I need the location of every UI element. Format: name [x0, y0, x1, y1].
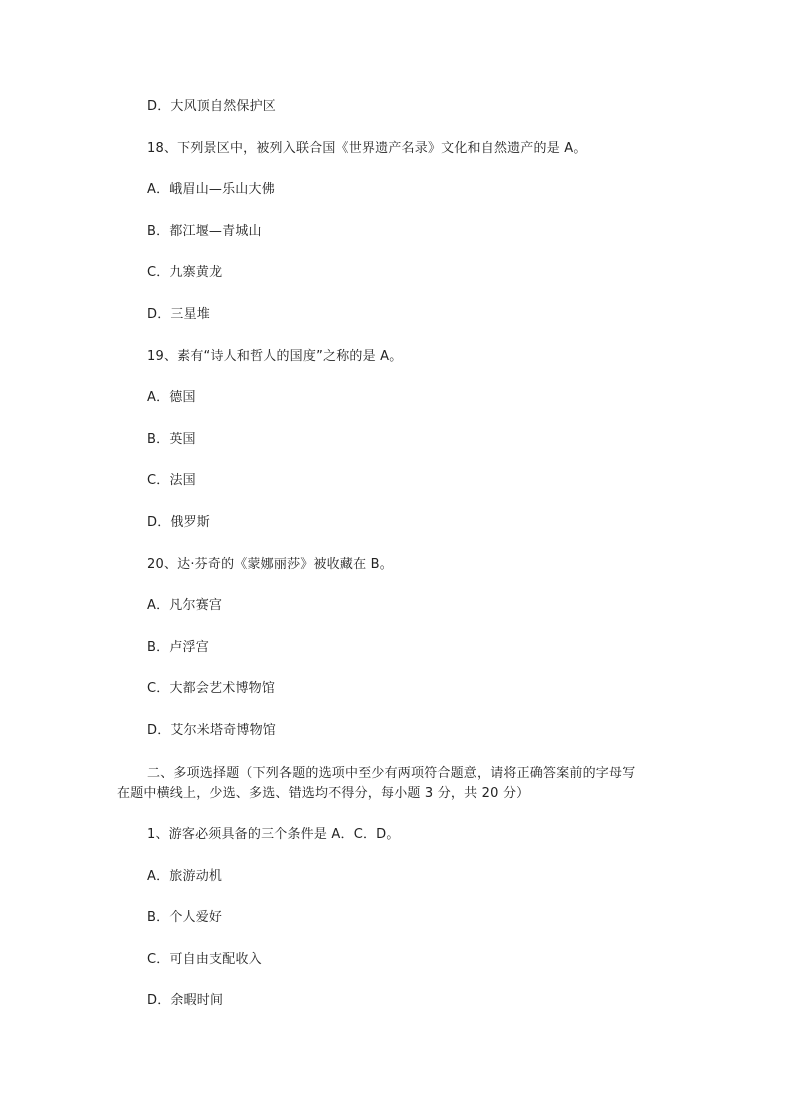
section-heading-multiple-choice	[117, 764, 677, 804]
option-20-a: A．凡尔赛宫	[147, 598, 223, 613]
option-18-c: C．九寨黄龙	[147, 265, 223, 280]
question-18: 18、下列景区中，被列入联合国《世界遗产名录》文化和自然遗产的是 A。	[147, 141, 587, 156]
option-19-a: A．德国	[147, 390, 196, 405]
multi-option-1-a: A．旅游动机	[147, 869, 223, 884]
multi-question-1: 1、游客必须具备的三个条件是 A．C．D。	[147, 827, 400, 842]
section-heading-line-1: 二、多项选择题（下列各题的选项中至少有两项符合题意，请将正确答案前的字母写	[147, 766, 636, 781]
option-17-d: D．大风顶自然保护区	[147, 99, 277, 114]
option-20-b: B．卢浮宫	[147, 640, 209, 655]
multi-option-1-b: B．个人爱好	[147, 910, 223, 925]
section-heading-line-2: 在题中横线上，少选、多选、错选均不得分，每小题 3 分，共 20 分）	[117, 786, 530, 801]
option-20-c: C．大都会艺术博物馆	[147, 681, 276, 696]
option-19-c: C．法国	[147, 473, 196, 488]
option-18-a: A．峨眉山—乐山大佛	[147, 182, 275, 197]
question-20: 20、达·芬奇的《蒙娜丽莎》被收藏在 B。	[147, 557, 393, 572]
multi-option-1-c: C．可自由支配收入	[147, 952, 262, 967]
option-19-b: B．英国	[147, 432, 196, 447]
question-19: 19、素有“诗人和哲人的国度”之称的是 A。	[147, 349, 403, 364]
option-19-d: D．俄罗斯	[147, 515, 211, 530]
option-18-b: B．都江堰—青城山	[147, 224, 262, 239]
option-18-d: D．三星堆	[147, 307, 211, 322]
multi-option-1-d: D．余暇时间	[147, 993, 224, 1008]
option-20-d: D．艾尔米塔奇博物馆	[147, 723, 277, 738]
